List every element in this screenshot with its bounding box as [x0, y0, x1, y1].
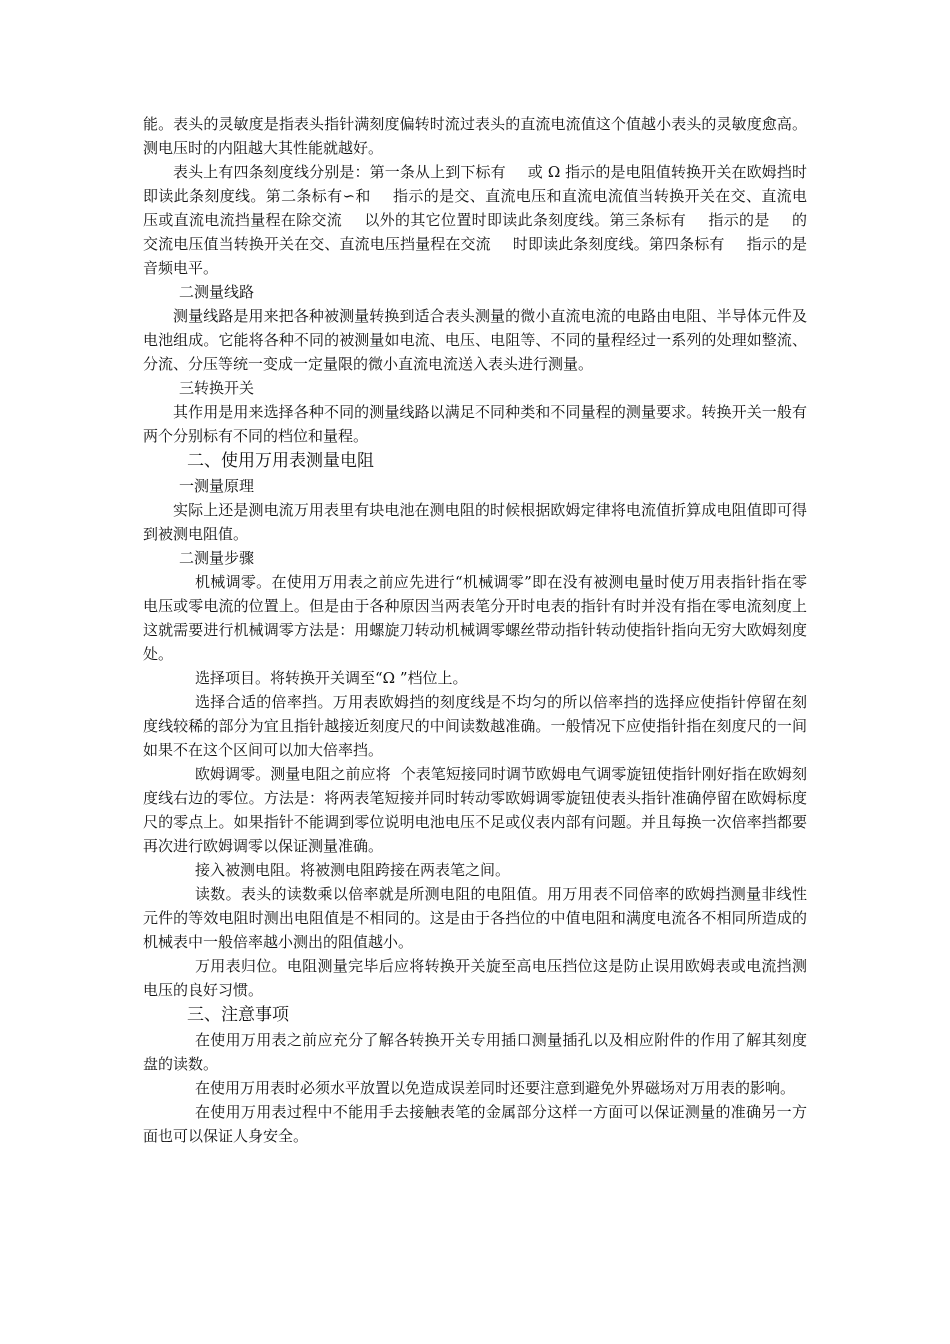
document-page: [143, 112, 807, 1148]
section-heading-notes: 三、注意事项: [187, 1005, 289, 1025]
paragraph-principle: 实际上还是测电流万用表里有块电池在测电阻的时候根据欧姆定律将电流值折算成电阻值即可得到被测电阻值。: [143, 501, 807, 543]
subheading-circuit: 二测量线路: [179, 283, 255, 301]
paragraph-circuit: 测量线路是用来把各种被测量转换到适合表头测量的微小直流电流的电路由电阻、半导体元件及电池组成。它能将各种不同的被测量如电流、电压、电阻等、不同的量程经过一系列的处理如整流、分流、分压等统一变成一定量限的微小直流电流送入表头进行测量。: [143, 307, 807, 373]
paragraph-switch: 其作用是用来选择各种不同的测量线路以满足不同种类和不同量程的测量要求。转换开关一般有两个分别标有不同的档位和量程。: [143, 403, 807, 445]
paragraph-note-2: 在使用万用表时必须水平放置以免造成误差同时还要注意到避免外界磁场对万用表的影响。: [195, 1079, 796, 1097]
section-heading-resistance: 二、使用万用表测量电阻: [187, 451, 374, 471]
text-span: 或 Ω 指示的是电阻值转换开关在欧姆挡时即读此条刻度线。第二条标有∽和: [143, 163, 807, 205]
text-span: 时即读此条刻度线。第四条标有: [512, 235, 725, 253]
paragraph-ohm-zero: [143, 762, 807, 858]
paragraph-select-item: 选择项目。将转换开关调至“Ω ”档位上。: [195, 669, 468, 687]
subheading-switch: 三转换开关: [179, 379, 255, 397]
text-span: 以外的其它位置时即读此条刻度线。第三条标有: [364, 211, 687, 229]
paragraph-reading: 读数。表头的读数乘以倍率就是所测电阻的电阻值。用万用表不同倍率的欧姆挡测量非线性元件的等效电阻时测出电阻值是不相同的。这是由于各挡位的中值电阻和满度电流各不相同所造成的机械表中一般倍率越小测出的阻值越小。: [143, 885, 807, 951]
text-span: 指示的是交、直流电压和直流电流值当转换开关在交、直流电压或直流电流挡量程在除交流: [143, 187, 807, 229]
paragraph-select-range: 选择合适的倍率挡。万用表欧姆挡的刻度线是不均匀的所以倍率挡的选择应使指针停留在刻度线较稀的部分为宜且指针越接近刻度尺的中间读数越准确。一般情况下应使指针指在刻度尺的一间如果不在这个区间可以加大倍率挡。: [143, 693, 807, 759]
paragraph-note-3: 在使用万用表过程中不能用手去接触表笔的金属部分这样一方面可以保证测量的准确另一方面也可以保证人身安全。: [143, 1103, 807, 1145]
subheading-principle: 一测量原理: [179, 477, 255, 495]
paragraph-note-1: 在使用万用表之前应充分了解各转换开关专用插口测量插孔以及相应附件的作用了解其刻度盘的读数。: [143, 1031, 807, 1073]
paragraph-mechanical-zero: 机械调零。在使用万用表之前应先进行“机械调零”即在没有被测电量时使万用表指针指在零电压或零电流的位置上。但是由于各种原因当两表笔分开时电表的指针有时并没有指在零电流刻度上这就需要进行机械调零方法是：用螺旋刀转动机械调零螺丝带动指针转动使指针指向无穷大欧姆刻度处。: [143, 573, 807, 663]
text-span: 指示的是音频电平。: [143, 235, 807, 277]
text-span: 个表笔短接同时调节欧姆电气调零旋钮使指针刚好指在欧姆刻度线右边的零位。方法是：将两表笔短接并同时转动零欧姆调零旋钮使表头指针准确停留在欧姆标度尺的零点上。如果指针不能调到零位说明电池电压不足或仪表内部有问题。并且每换一次倍率挡都要再次进行欧姆调零以保证测量准确。: [143, 765, 807, 855]
paragraph-scale-lines: [143, 160, 807, 280]
subheading-steps: 二测量步骤: [179, 549, 255, 567]
paragraph-reset: 万用表归位。电阻测量完毕后应将转换开关旋至高电压挡位这是防止误用欧姆表或电流挡测电压的良好习惯。: [143, 957, 807, 999]
paragraph-connect: 接入被测电阻。将被测电阻跨接在两表笔之间。: [195, 861, 511, 879]
text-span: 表头上有四条刻度线分别是：第一条从上到下标有: [173, 163, 506, 181]
text-span: 的交流电压值当转换开关在交、直流电压挡量程在交流: [143, 211, 807, 253]
text-span: 欧姆调零。测量电阻之前应将: [195, 765, 391, 783]
text-span: 指示的是: [708, 211, 770, 229]
paragraph-sensitivity: 能。表头的灵敏度是指表头指针满刻度偏转时流过表头的直流电流值这个值越小表头的灵敏度愈高。测电压时的内阻越大其性能就越好。: [143, 115, 807, 157]
